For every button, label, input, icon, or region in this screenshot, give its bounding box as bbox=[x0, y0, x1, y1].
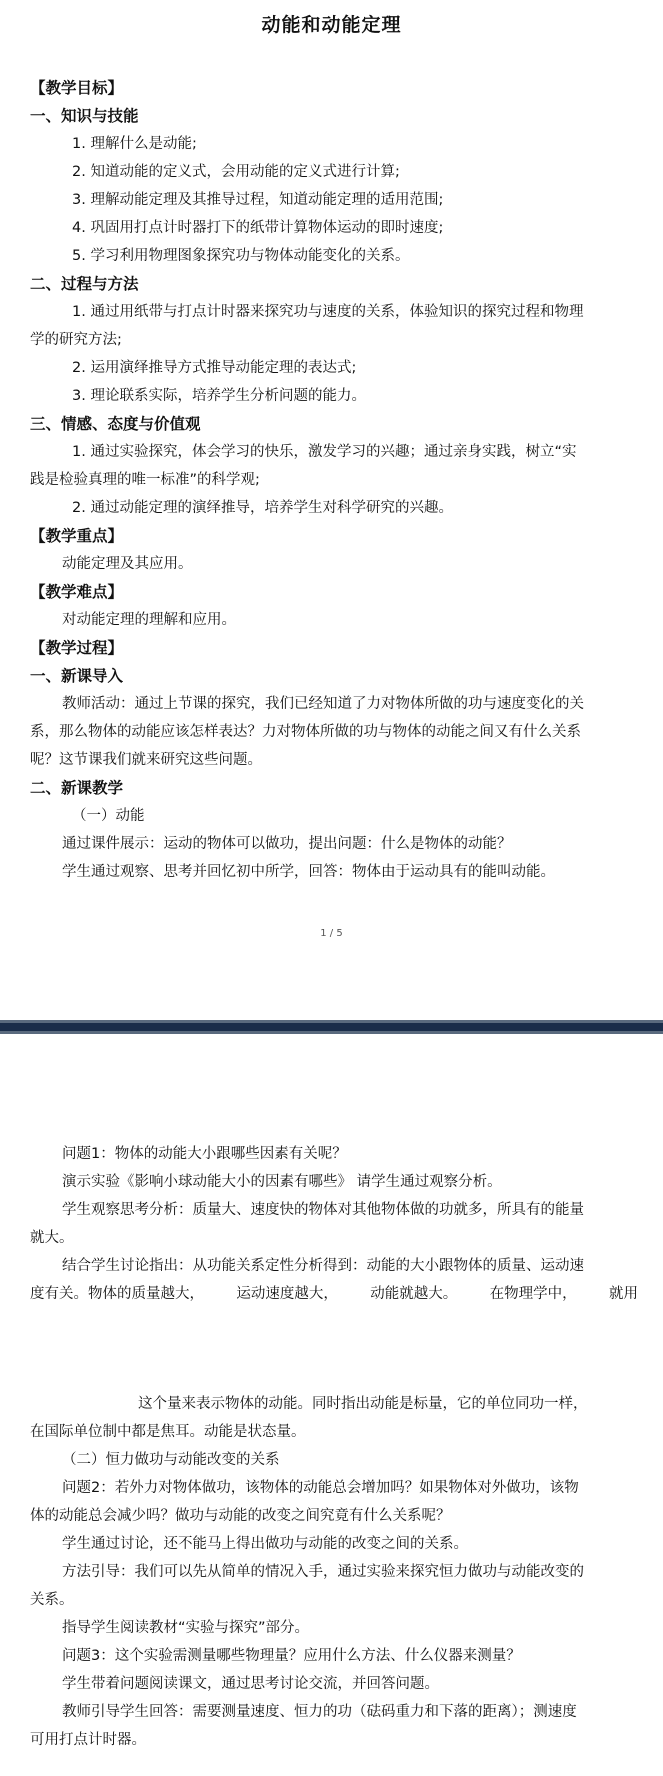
paragraph: 学生带着问题阅读课文，通过思考讨论交流，并回答问题。 bbox=[62, 1676, 439, 1692]
subsection-heading: 三、情感、态度与价值观 bbox=[30, 415, 201, 433]
paragraph: 学生通过讨论，还不能马上得出做功与动能的改变之间的关系。 bbox=[62, 1536, 468, 1552]
document-page-2 bbox=[0, 1034, 663, 1776]
paragraph: 方法引导：我们可以先从简单的情况入手，通过实验来探究恒力做功与动能改变的 bbox=[62, 1564, 584, 1580]
paragraph-continuation: 呢？这节课我们就来研究这些问题。 bbox=[30, 752, 262, 768]
sub-heading: （一）动能 bbox=[72, 808, 145, 824]
text-segment: 度有关。物体的质量越大， bbox=[30, 1286, 204, 1302]
paragraph: 结合学生讨论指出：从功能关系定性分析得到：动能的大小跟物体的质量、运动速 bbox=[62, 1258, 584, 1274]
paragraph-continuation: 关系。 bbox=[30, 1592, 74, 1608]
paragraph-continuation: 在国际单位制中都是焦耳。动能是状态量。 bbox=[30, 1424, 306, 1440]
list-item: 2. 知道动能的定义式，会用动能的定义式进行计算; bbox=[72, 164, 400, 180]
paragraph-continuation: 就大。 bbox=[30, 1230, 74, 1246]
section-heading-key-points: 【教学重点】 bbox=[30, 527, 124, 545]
text-segment: 在物理学中， bbox=[489, 1286, 577, 1302]
equation-placeholder-space bbox=[30, 1308, 638, 1390]
paragraph: 演示实验《影响小球动能大小的因素有哪些》 请学生通过观察分析。 bbox=[62, 1174, 502, 1190]
list-item: 2. 运用演绎推导方式推导动能定理的表达式; bbox=[72, 360, 357, 376]
page2-body bbox=[30, 1140, 638, 1754]
list-item: 3. 理解动能定理及其推导过程，知道动能定理的适用范围; bbox=[72, 192, 444, 208]
page-separator bbox=[0, 1023, 663, 1031]
paragraph: 问题1：物体的动能大小跟哪些因素有关呢？ bbox=[62, 1146, 347, 1162]
paragraph: 问题2：若外力对物体做功，该物体的动能总会增加吗？如果物体对外做功，该物 bbox=[62, 1480, 579, 1496]
section-heading-process: 【教学过程】 bbox=[30, 639, 124, 657]
document-title: 动能和动能定理 bbox=[261, 14, 402, 36]
text-segment: 动能就越大。 bbox=[370, 1286, 458, 1302]
list-item: 2. 通过动能定理的演绎推导，培养学生对科学研究的兴趣。 bbox=[72, 500, 453, 516]
list-item: 5. 学习利用物理图象探究功与物体动能变化的关系。 bbox=[72, 248, 410, 264]
section-heading-objectives: 【教学目标】 bbox=[30, 79, 124, 97]
subsection-heading: 二、新课教学 bbox=[30, 779, 124, 797]
paragraph-continuation: 体的动能总会减少吗？做功与动能的改变之间究竟有什么关系呢？ bbox=[30, 1508, 451, 1524]
paragraph-continuation: 这个量来表示物体的动能。同时指出动能是标量，它的单位同功一样， bbox=[138, 1396, 588, 1412]
paragraph: 指导学生阅读教材“实验与探究”部分。 bbox=[62, 1620, 310, 1636]
list-item: 1. 通过实验探究，体会学习的快乐，激发学习的兴趣；通过亲身实践，树立“实 bbox=[72, 444, 577, 460]
paragraph: 学生观察思考分析：质量大、速度快的物体对其他物体做的功就多，所具有的能量 bbox=[62, 1202, 584, 1218]
paragraph: 学生通过观察、思考并回忆初中所学，回答：物体由于运动具有的能叫动能。 bbox=[62, 864, 555, 880]
section-heading-difficulties: 【教学难点】 bbox=[30, 583, 124, 601]
list-item: 3. 理论联系实际，培养学生分析问题的能力。 bbox=[72, 388, 366, 404]
subsection-heading: 一、知识与技能 bbox=[30, 107, 139, 125]
paragraph: 问题3：这个实验需测量哪些物理量？应用什么方法、什么仪器来测量？ bbox=[62, 1648, 521, 1664]
list-item: 4. 巩固用打点计时器打下的纸带计算物体运动的即时速度; bbox=[72, 220, 444, 236]
paragraph-justified-line bbox=[30, 1280, 638, 1308]
text-segment: 运动速度越大， bbox=[236, 1286, 338, 1302]
paragraph: 通过课件展示：运动的物体可以做功，提出问题：什么是物体的动能？ bbox=[62, 836, 512, 852]
list-item-continuation: 学的研究方法; bbox=[30, 332, 122, 348]
paragraph-continuation: 系，那么物体的动能应该怎样表达？力对物体所做的功与物体的动能之间又有什么关系 bbox=[30, 724, 581, 740]
paragraph: 教师活动：通过上节课的探究，我们已经知道了力对物体所做的功与速度变化的关 bbox=[62, 696, 584, 712]
paragraph: 教师引导学生回答：需要测量速度、恒力的功（砝码重力和下落的距离）；测速度 bbox=[62, 1704, 577, 1720]
subsection-heading: 一、新课导入 bbox=[30, 667, 124, 685]
sub-heading: （二）恒力做功与动能改变的关系 bbox=[62, 1452, 280, 1468]
page1-body bbox=[30, 74, 638, 886]
subsection-heading: 二、过程与方法 bbox=[30, 275, 139, 293]
list-item: 1. 理解什么是动能; bbox=[72, 136, 197, 152]
paragraph-continuation: 可用打点计时器。 bbox=[30, 1732, 146, 1748]
paragraph: 对动能定理的理解和应用。 bbox=[62, 612, 236, 628]
list-item-continuation: 践是检验真理的唯一标准”的科学观; bbox=[30, 472, 260, 488]
page-number: 1 / 5 bbox=[320, 928, 343, 939]
paragraph: 动能定理及其应用。 bbox=[62, 556, 193, 572]
text-segment: 就用 bbox=[609, 1286, 638, 1302]
list-item: 1. 通过用纸带与打点计时器来探究功与速度的关系，体验知识的探究过程和物理 bbox=[72, 304, 584, 320]
